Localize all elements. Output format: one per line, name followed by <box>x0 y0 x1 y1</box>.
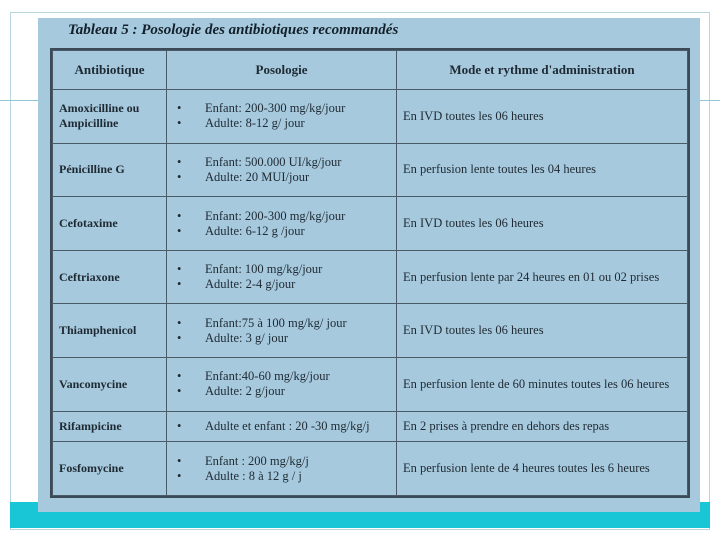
header-posologie: Posologie <box>167 51 397 90</box>
antibiotic-name: Vancomycine <box>53 358 167 412</box>
posology-item: • Adulte: 6-12 g /jour <box>205 224 390 239</box>
posology-item: • Adulte : 8 à 12 g / j <box>205 469 390 484</box>
posology-item: • Enfant: 200-300 mg/kg/jour <box>205 101 390 116</box>
posology-list <box>173 369 390 399</box>
posology-list <box>173 155 390 185</box>
posology-cell <box>167 358 397 412</box>
posology-item: • Adulte: 3 g/ jour <box>205 331 390 346</box>
table-row <box>53 197 688 251</box>
posology-cell <box>167 411 397 442</box>
scanned-table-image <box>38 18 700 512</box>
posology-cell <box>167 250 397 304</box>
posology-cell <box>167 90 397 144</box>
table-header-row <box>53 51 688 90</box>
table-row <box>53 90 688 144</box>
administration-mode: En IVD toutes les 06 heures <box>397 197 688 251</box>
header-mode: Mode et rythme d'administration <box>397 51 688 90</box>
posology-item: • Adulte: 20 MUI/jour <box>205 170 390 185</box>
administration-mode: En perfusion lente toutes les 04 heures <box>397 143 688 197</box>
posology-cell <box>167 197 397 251</box>
posology-item: • Adulte: 2-4 g/jour <box>205 277 390 292</box>
posology-cell <box>167 442 397 496</box>
posology-list <box>173 419 390 434</box>
administration-mode: En IVD toutes les 06 heures <box>397 90 688 144</box>
antibiotic-name: Rifampicine <box>53 411 167 442</box>
posology-list <box>173 454 390 484</box>
posology-table <box>52 50 688 496</box>
administration-mode: En perfusion lente de 4 heures toutes les 6 heures <box>397 442 688 496</box>
posology-list <box>173 316 390 346</box>
posology-cell <box>167 304 397 358</box>
antibiotic-name: Amoxicilline ou Ampicilline <box>53 90 167 144</box>
table-container <box>50 48 690 498</box>
table-row <box>53 411 688 442</box>
administration-mode: En perfusion lente par 24 heures en 01 ou 02 prises <box>397 250 688 304</box>
table-row <box>53 442 688 496</box>
posology-item: • Adulte: 8-12 g/ jour <box>205 116 390 131</box>
posology-cell <box>167 143 397 197</box>
administration-mode: En IVD toutes les 06 heures <box>397 304 688 358</box>
antibiotic-name: Thiamphenicol <box>53 304 167 358</box>
antibiotic-name: Fosfomycine <box>53 442 167 496</box>
table-row <box>53 304 688 358</box>
header-antibiotique: Antibiotique <box>53 51 167 90</box>
posology-item: • Enfant: 100 mg/kg/jour <box>205 262 390 277</box>
posology-item: • Enfant:40-60 mg/kg/jour <box>205 369 390 384</box>
table-row <box>53 143 688 197</box>
posology-item: • Enfant:75 à 100 mg/kg/ jour <box>205 316 390 331</box>
table-row <box>53 358 688 412</box>
posology-list <box>173 101 390 131</box>
administration-mode: En perfusion lente de 60 minutes toutes les 06 heures <box>397 358 688 412</box>
posology-item: • Adulte et enfant : 20 -30 mg/kg/j <box>205 419 390 434</box>
antibiotic-name: Ceftriaxone <box>53 250 167 304</box>
posology-list <box>173 262 390 292</box>
posology-item: • Enfant: 200-300 mg/kg/jour <box>205 209 390 224</box>
administration-mode: En 2 prises à prendre en dehors des repas <box>397 411 688 442</box>
antibiotic-name: Pénicilline G <box>53 143 167 197</box>
table-title: Tableau 5 : Posologie des antibiotiques recommandés <box>68 22 399 38</box>
table-row <box>53 250 688 304</box>
posology-item: • Enfant : 200 mg/kg/j <box>205 454 390 469</box>
posology-item: • Enfant: 500.000 UI/kg/jour <box>205 155 390 170</box>
posology-item: • Adulte: 2 g/jour <box>205 384 390 399</box>
antibiotic-name: Cefotaxime <box>53 197 167 251</box>
posology-list <box>173 209 390 239</box>
